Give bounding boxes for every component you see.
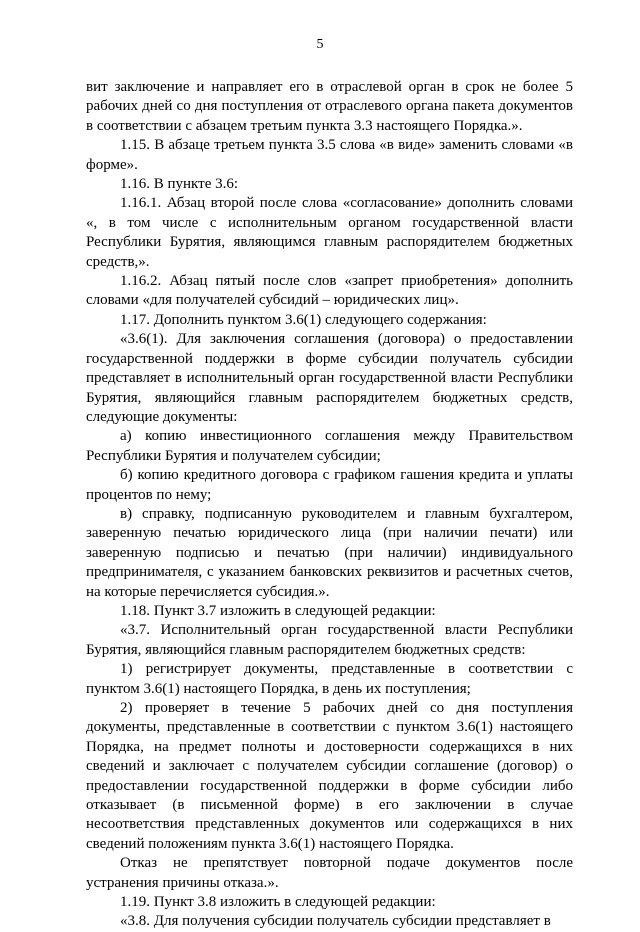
paragraph: Отказ не препятствует повторной подаче документов после устранения причины отказа.». [86,855,573,891]
paragraph: 2) проверяет в течение 5 рабочих дней со дня поступления документы, представленные в соответствии с пунктом 3.6(1) настоящего Порядка, на предмет полноты и достоверности содержащихся в них сведений и заключает с получателем субсидии соглашение (договор) о предоставлении государственной поддержки в форме субсидии либо отказывает (в письменной форме) в его заключении в случае несоответствия представленных документов или содержащихся в них сведений положениям пункта 3.6(1) настоящего Порядка. [86,700,573,852]
paragraph: вит заключение и направляет его в отраслевой орган в срок не более 5 рабочих дней со дня поступления от отраслевого органа пакета документов в соответствии с абзацем третьим пункта 3.3 настоящего Порядка.». [86,79,573,134]
paragraph: «3.6(1). Для заключения соглашения (договора) о предоставлении государственной поддержки в форме субсидии получатель субсидии представляет в исполнительный орган государственной власти Республики Бурятия, являющийся главным распорядителем бюджетных средств, следующие документы: [86,331,573,425]
paragraph: 1) регистрирует документы, представленные в соответствии с пунктом 3.6(1) настоящего Порядка, в день их поступления; [86,661,573,697]
paragraph: а) копию инвестиционного соглашения между Правительством Республики Бурятия и получателем субсидии; [86,428,573,464]
paragraph: «3.8. Для получения субсидии получатель субсидии представляет в [120,913,551,930]
paragraph: 1.16. В пункте 3.6: [120,176,239,193]
page-number: 5 [316,37,324,52]
paragraph: 1.19. Пункт 3.8 изложить в следующей редакции: [120,894,436,911]
paragraph: «3.7. Исполнительный орган государственной власти Республики Бурятия, являющийся главным распорядителем бюджетных средств: [86,622,573,658]
paragraph: 1.18. Пункт 3.7 изложить в следующей редакции: [120,602,436,619]
paragraph: 1.16.1. Абзац второй после слова «согласование» дополнить словами «, в том числе с исполнительным органом государственной власти Республики Бурятия, являющимся главным распорядителем бюджетных средств,». [86,195,573,270]
document-body [86,78,573,932]
paragraph: в) справку, подписанную руководителем и главным бухгалтером, заверенную печатью юридического лица (при наличии печати) или заверенную подписью и печатью (при наличии) индивидуального предпринимателя, с указанием банковских реквизитов и расчетных счетов, на которые перечисляется субсидия.». [86,505,573,600]
paragraph: 1.16.2. Абзац пятый после слов «запрет приобретения» дополнить словами «для получателей субсидий – юридических лиц». [86,273,573,309]
paragraph: б) копию кредитного договора с графиком гашения кредита и уплаты процентов по нему; [86,467,573,503]
paragraph: 1.17. Дополнить пунктом 3.6(1) следующего содержания: [120,311,487,328]
paragraph: 1.15. В абзаце третьем пункта 3.5 слова «в виде» заменить словами «в форме». [86,137,573,173]
